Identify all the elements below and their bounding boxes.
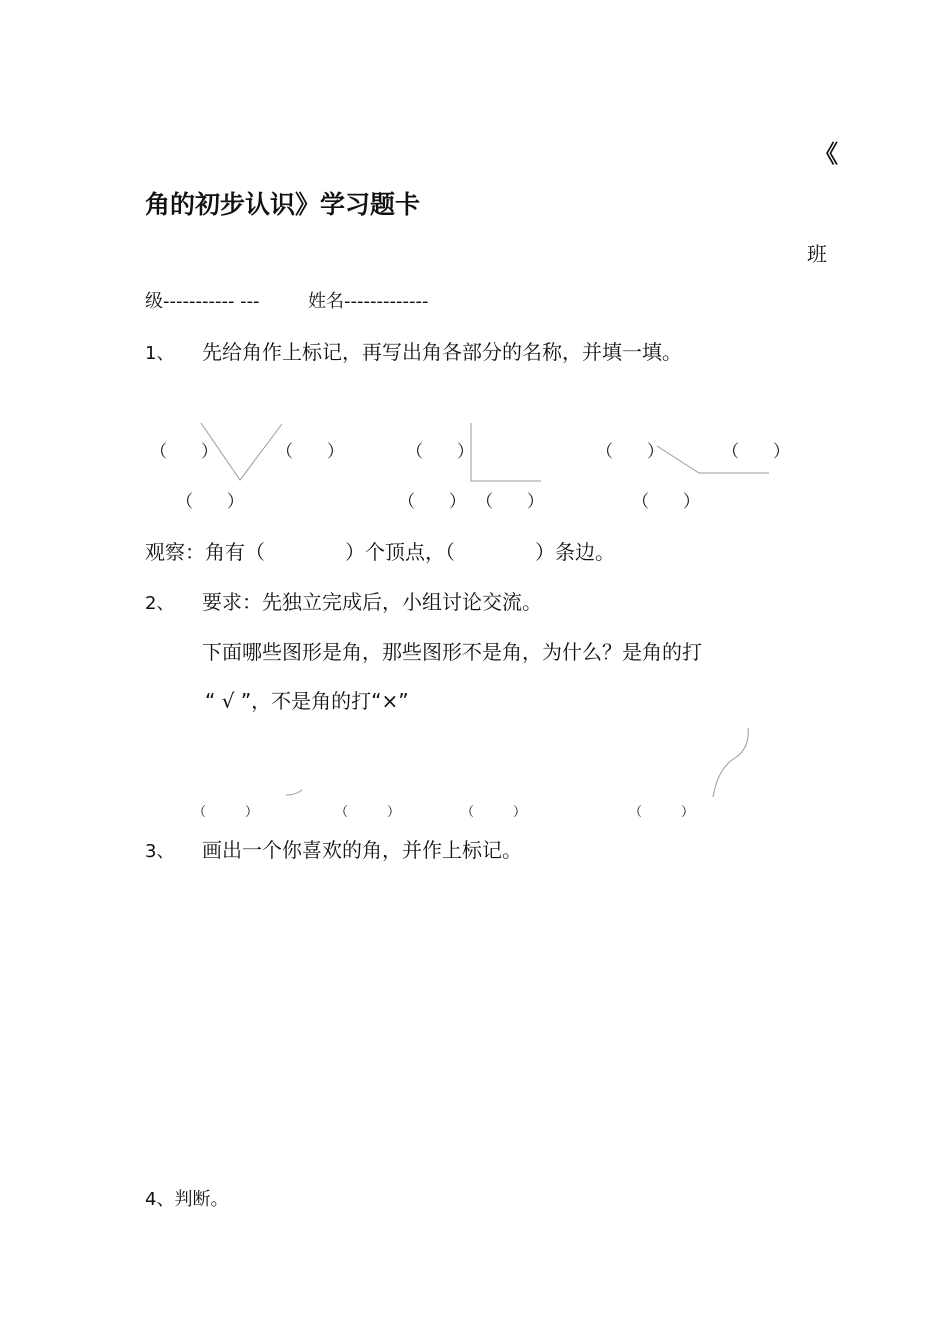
q2-blank-4: （ ）	[629, 805, 695, 820]
q1-observe: 观察：角有（ ）个顶点，（ ）条边。	[145, 540, 615, 564]
right-angle-figure	[471, 423, 541, 481]
q4-text: 4、判断。	[145, 1189, 229, 1210]
q2-blank-3: （ ）	[461, 805, 527, 820]
class-label-char: 班	[807, 242, 827, 266]
q2-line-2: “ √ ”，不是角的打“×”	[205, 689, 409, 713]
q1-blank-6: （ ）	[176, 492, 244, 512]
name-field: 姓名-------------	[308, 291, 429, 312]
curved-line-figure	[713, 728, 748, 797]
q2-requirement: 要求：先独立完成后，小组讨论交流。	[202, 590, 542, 614]
q1-blank-5: （ ）	[722, 442, 790, 462]
q1-blank-3: （ ）	[406, 442, 474, 462]
obtuse-angle-figure	[657, 446, 769, 473]
q1-blank-8: （ ）	[476, 492, 544, 512]
q3-number: 3、	[145, 841, 175, 862]
curved-stroke-small	[286, 790, 302, 795]
q3-text: 画出一个你喜欢的角，并作上标记。	[202, 838, 522, 862]
q1-text: 先给角作上标记，再写出角各部分的名称，并填一填。	[202, 340, 682, 364]
q2-blank-2: （ ）	[335, 805, 401, 820]
q2-line-1: 下面哪些图形是角，那些图形不是角，为什么？是角的打	[202, 640, 702, 664]
q1-blank-7: （ ）	[398, 492, 466, 512]
title-open-bracket: 《	[814, 140, 838, 168]
q1-blank-4: （ ）	[596, 442, 664, 462]
q1-blank-1: （ ）	[150, 442, 218, 462]
q2-blank-1: （ ）	[193, 805, 259, 820]
class-field: 级----------- ---	[145, 291, 260, 312]
q1-number: 1、	[145, 343, 175, 364]
q1-blank-9: （ ）	[632, 492, 700, 512]
v-angle-figure	[201, 423, 282, 480]
q2-number: 2、	[145, 593, 175, 614]
page-title: 角的初步认识》学习题卡	[145, 190, 421, 219]
q1-blank-2: （ ）	[276, 442, 344, 462]
